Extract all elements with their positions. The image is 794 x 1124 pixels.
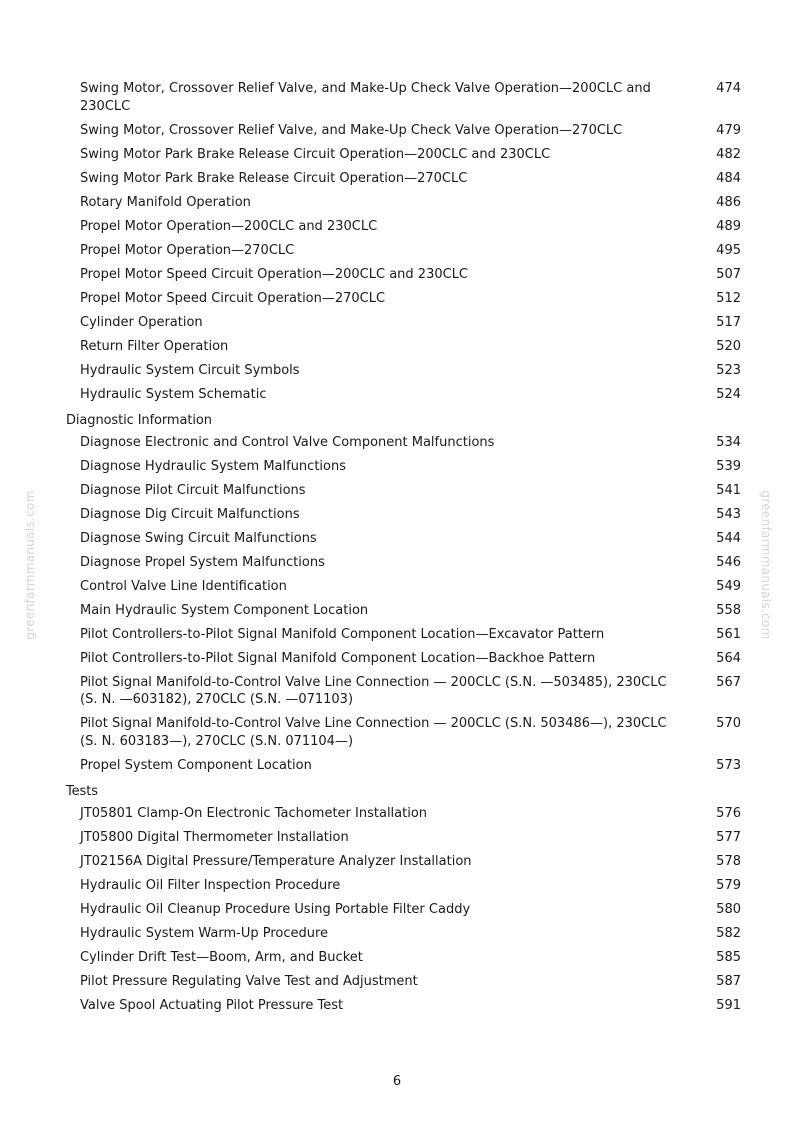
toc-entry-title[interactable]: JT05801 Clamp-On Electronic Tachometer Installation (80, 805, 428, 821)
toc-entry-title[interactable]: Propel Motor Speed Circuit Operation—200CLC and 230CLC (80, 266, 469, 282)
toc-entry-title[interactable]: Cylinder Operation (80, 314, 203, 330)
toc-entry-page-number[interactable]: 549 (716, 578, 741, 594)
toc-entry[interactable] (66, 648, 746, 672)
toc-entry-page-number[interactable]: 520 (716, 338, 741, 354)
toc-entry[interactable] (66, 600, 746, 624)
toc-entry[interactable] (66, 120, 746, 144)
toc-entry-title[interactable]: Pilot Signal Manifold-to-Control Valve Line Connection — 200CLC (S.N. 503486—), 230CLC (S. N. 603183—), 270CLC (S.N. 071104—) (80, 716, 667, 749)
toc-entry[interactable] (66, 624, 746, 648)
toc-entry[interactable] (66, 803, 746, 827)
toc-entry[interactable] (66, 552, 746, 576)
table-of-contents (66, 78, 746, 1019)
toc-entry-title[interactable]: Hydraulic System Schematic (80, 386, 267, 402)
watermark-right: greenfarmmanuals.com (759, 490, 773, 640)
toc-entry[interactable] (66, 899, 746, 923)
toc-entry-page-number[interactable]: 579 (716, 877, 741, 893)
toc-entry[interactable] (66, 713, 746, 755)
toc-entry-title[interactable]: Pilot Pressure Regulating Valve Test and Adjustment (80, 973, 418, 989)
toc-entry-title[interactable]: Diagnose Propel System Malfunctions (80, 554, 325, 570)
toc-entry[interactable] (66, 384, 746, 408)
toc-entry-page-number[interactable]: 524 (716, 386, 741, 402)
watermark-left: greenfarmmanuals.com (23, 490, 37, 640)
toc-entry-page-number[interactable]: 479 (716, 122, 741, 138)
toc-entry[interactable] (66, 456, 746, 480)
toc-entry-page-number[interactable]: 587 (716, 973, 741, 989)
toc-entry[interactable] (66, 971, 746, 995)
toc-entry-page-number[interactable]: 495 (716, 242, 741, 258)
toc-entry-title[interactable]: Swing Motor, Crossover Relief Valve, and Make-Up Check Valve Operation—200CLC and 230CLC (80, 81, 651, 114)
toc-entry-page-number[interactable]: 512 (716, 290, 741, 306)
toc-entry-page-number[interactable]: 591 (716, 997, 741, 1013)
toc-entry-page-number[interactable]: 541 (716, 482, 741, 498)
toc-entry-page-number[interactable]: 573 (716, 757, 741, 773)
toc-entry[interactable] (66, 528, 746, 552)
toc-entry[interactable] (66, 755, 746, 779)
toc-entry-page-number[interactable]: 539 (716, 458, 741, 474)
page-number: 6 (392, 1074, 402, 1089)
toc-entry[interactable] (66, 432, 746, 456)
toc-entry-page-number[interactable]: 484 (716, 170, 741, 186)
toc-entry-title[interactable]: Pilot Controllers-to-Pilot Signal Manifold Component Location—Excavator Pattern (80, 626, 605, 642)
toc-entry-page-number[interactable]: 564 (716, 650, 741, 666)
toc-entry-title[interactable]: Propel Motor Operation—270CLC (80, 242, 295, 258)
toc-entry-title[interactable]: Swing Motor, Crossover Relief Valve, and Make-Up Check Valve Operation—270CLC (80, 122, 623, 138)
toc-entry-title[interactable]: Diagnose Pilot Circuit Malfunctions (80, 482, 306, 498)
toc-entry[interactable] (66, 923, 746, 947)
toc-entry-title[interactable]: Diagnose Swing Circuit Malfunctions (80, 530, 317, 546)
toc-entry-title[interactable]: Propel Motor Operation—200CLC and 230CLC (80, 218, 378, 234)
toc-entry[interactable] (66, 576, 746, 600)
toc-entry[interactable] (66, 995, 746, 1019)
toc-entry-page-number[interactable]: 578 (716, 853, 741, 869)
toc-entry-title[interactable]: Diagnose Dig Circuit Malfunctions (80, 506, 300, 522)
toc-entry[interactable] (66, 947, 746, 971)
toc-entry-page-number[interactable]: 567 (716, 674, 741, 690)
toc-entry-title[interactable]: Swing Motor Park Brake Release Circuit Operation—270CLC (80, 170, 468, 186)
toc-entry-page-number[interactable]: 544 (716, 530, 741, 546)
toc-entry-page-number[interactable]: 585 (716, 949, 741, 965)
toc-entry-page-number[interactable]: 546 (716, 554, 741, 570)
toc-entry-page-number[interactable]: 561 (716, 626, 741, 642)
toc-entry[interactable] (66, 216, 746, 240)
toc-entry-page-number[interactable]: 534 (716, 434, 741, 450)
toc-entry[interactable] (66, 672, 746, 714)
toc-entry-title[interactable]: Hydraulic Oil Cleanup Procedure Using Portable Filter Caddy (80, 901, 471, 917)
toc-entry-title[interactable]: JT05800 Digital Thermometer Installation (80, 829, 349, 845)
toc-entry[interactable] (66, 851, 746, 875)
toc-entry[interactable] (66, 192, 746, 216)
toc-entry-title[interactable]: Main Hydraulic System Component Location (80, 602, 369, 618)
toc-entry-page-number[interactable]: 489 (716, 218, 741, 234)
toc-entry-page-number[interactable]: 582 (716, 925, 741, 941)
toc-entry[interactable] (66, 78, 746, 120)
toc-entry-page-number[interactable]: 507 (716, 266, 741, 282)
toc-entry-title[interactable]: Hydraulic System Warm-Up Procedure (80, 925, 329, 941)
toc-entry-page-number[interactable]: 482 (716, 146, 741, 162)
toc-entry-title[interactable]: Pilot Controllers-to-Pilot Signal Manifold Component Location—Backhoe Pattern (80, 650, 596, 666)
toc-entry-title[interactable]: Swing Motor Park Brake Release Circuit Operation—200CLC and 230CLC (80, 146, 551, 162)
toc-entry-page-number[interactable]: 580 (716, 901, 741, 917)
toc-entry-title[interactable]: Pilot Signal Manifold-to-Control Valve Line Connection — 200CLC (S.N. —503485), 230CLC (S. N. —603182), 270CLC (S.N. —071103) (80, 674, 667, 707)
toc-entry[interactable] (66, 504, 746, 528)
toc-entry-title[interactable]: Diagnose Hydraulic System Malfunctions (80, 458, 346, 474)
toc-entry-title[interactable]: Hydraulic Oil Filter Inspection Procedure (80, 877, 341, 893)
toc-entry-title[interactable]: Propel System Component Location (80, 757, 312, 773)
toc-entry[interactable] (66, 360, 746, 384)
toc-entry-title[interactable]: Control Valve Line Identification (80, 578, 287, 594)
toc-entry-title[interactable]: Diagnose Electronic and Control Valve Component Malfunctions (80, 434, 495, 450)
toc-entry[interactable] (66, 264, 746, 288)
toc-entry[interactable] (66, 336, 746, 360)
toc-entry[interactable] (66, 240, 746, 264)
toc-entry-page-number[interactable]: 570 (716, 716, 741, 731)
toc-entry-title[interactable]: Propel Motor Speed Circuit Operation—270CLC (80, 290, 386, 306)
toc-entry[interactable] (66, 168, 746, 192)
toc-entry-page-number[interactable]: 474 (716, 81, 741, 96)
toc-entry-title[interactable]: JT02156A Digital Pressure/Temperature Analyzer Installation (80, 853, 472, 869)
toc-entry-title[interactable]: Return Filter Operation (80, 338, 229, 354)
toc-entry-title[interactable]: Rotary Manifold Operation (80, 194, 251, 210)
toc-entry[interactable] (66, 288, 746, 312)
toc-entry-title[interactable]: Hydraulic System Circuit Symbols (80, 362, 300, 378)
toc-entry-title[interactable]: Valve Spool Actuating Pilot Pressure Test (80, 997, 344, 1013)
toc-section-heading: Diagnostic Information (66, 412, 212, 428)
toc-entry-page-number[interactable]: 523 (716, 362, 741, 378)
toc-entry-title[interactable]: Cylinder Drift Test—Boom, Arm, and Bucket (80, 949, 363, 965)
toc-entry[interactable] (66, 312, 746, 336)
toc-entry-page-number[interactable]: 576 (716, 805, 741, 821)
toc-entry-page-number[interactable]: 486 (716, 194, 741, 210)
toc-entry[interactable] (66, 144, 746, 168)
toc-entry-page-number[interactable]: 558 (716, 602, 741, 618)
toc-entry[interactable] (66, 827, 746, 851)
toc-entry[interactable] (66, 875, 746, 899)
toc-entry-page-number[interactable]: 543 (716, 506, 741, 522)
toc-entry-page-number[interactable]: 517 (716, 314, 741, 330)
toc-entry[interactable] (66, 480, 746, 504)
toc-entry-page-number[interactable]: 577 (716, 829, 741, 845)
toc-section-heading: Tests (66, 783, 98, 799)
